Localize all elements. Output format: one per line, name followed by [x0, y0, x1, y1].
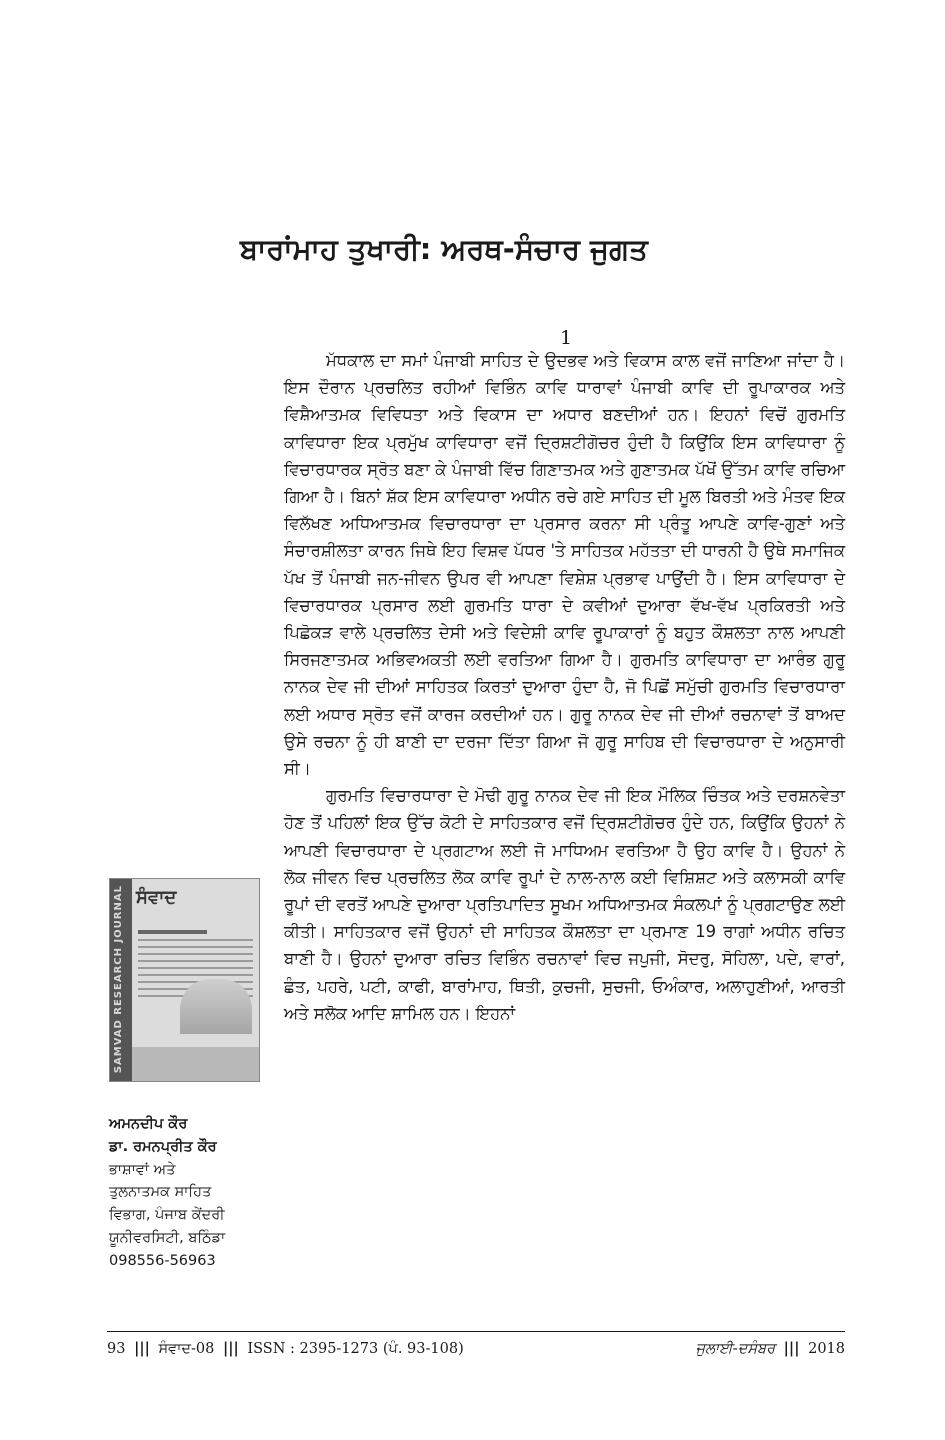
article-body	[284, 347, 845, 1027]
journal-name: ਸੰਵਾਦ-08	[158, 1341, 215, 1357]
cover-spine	[110, 879, 132, 1081]
cover-building-illustration	[180, 979, 252, 1034]
footer-separator: |||	[134, 1340, 150, 1357]
footer-separator: |||	[222, 1340, 239, 1357]
author-block	[109, 1113, 284, 1273]
author-affiliation-line: ਤੁਲਨਾਤਮਕ ਸਾਹਿਤ	[109, 1184, 212, 1201]
paragraph: ਗੁਰਮਤਿ ਵਿਚਾਰਧਾਰਾ ਦੇ ਮੋਢੀ ਗੁਰੂ ਨਾਨਕ ਦੇਵ ਜੀ ਇਕ ਮੌਲਿਕ ਚਿੰਤਕ ਅਤੇ ਦਰਸ਼ਨਵੇਤਾ ਹੋਣ ਤੋਂ ਪਹਿਲਾਂ ਇਕ ਉੱਚ ਕੋਟੀ ਦੇ ਸਾਹਿਤਕਾਰ ਵਜੋਂ ਦ੍ਰਿਸ਼ਟੀਗੋਚਰ ਹੁੰਦੇ ਹਨ, ਕਿਉਂਕਿ ਉਹਨਾਂ ਨੇ ਆਪਣੀ ਵਿਚਾਰਧਾਰਾ ਦੇ ਪ੍ਰਗਟਾਅ ਲਈ ਜੋ ਮਾਧਿਅਮ ਵਰਤਿਆ ਹੈ ਉਹ ਕਾਵਿ ਹੈ। ਉਹਨਾਂ ਨੇ ਲੋਕ ਜੀਵਨ ਵਿਚ ਪ੍ਰਚਲਿਤ ਲੋਕ ਕਾਵਿ ਰੂਪਾਂ ਦੇ ਨਾਲ-ਨਾਲ ਕਈ ਵਿਸ਼ਿਸ਼ਟ ਅਤੇ ਕਲਾਸਕੀ ਕਾਵਿ ਰੂਪਾਂ ਦੀ ਵਰਤੋਂ ਆਪਣੇ ਦੁਆਰਾ ਪ੍ਰਤਿਪਾਦਿਤ ਸੂਖਮ ਅਧਿਆਤਮਕ ਸੰਕਲਪਾਂ ਨੂੰ ਪ੍ਰਗਟਾਉਣ ਲਈ ਕੀਤੀ। ਸਾਹਿਤਕਾਰ ਵਜੋਂ ਉਹਨਾਂ ਦੀ ਸਾਹਿਤਕ ਕੌਸ਼ਲਤਾ ਦਾ ਪ੍ਰਮਾਣ 19 ਰਾਗਾਂ ਅਧੀਨ ਰਚਿਤ ਬਾਣੀ ਹੈ। ਉਹਨਾਂ ਦੁਆਰਾ ਰਚਿਤ ਵਿਭਿੰਨ ਰਚਨਾਵਾਂ ਵਿਚ ਜਪੁਜੀ, ਸੋਦਰੁ, ਸੋਹਿਲਾ, ਪਦੇ, ਵਾਰਾਂ, ਛੰਤ, ਪਹਰੇ, ਪਟੀ, ਕਾਫੀ, ਬਾਰਾਂਮਾਹ, ਥਿਤੀ, ਕੁਚਜੀ, ਸੁਚਜੀ, ਓਅੰਕਾਰ, ਅਲਾਹੁਣੀਆਂ, ਆਰਤੀ ਅਤੇ ਸਲੋਕ ਆਦਿ ਸ਼ਾਮਿਲ ਹਨ। ਇਹਨਾਂ	[284, 786, 845, 1023]
section-number: 1	[560, 327, 573, 349]
author-affiliation-line: ਵਿਭਾਗ, ਪੰਜਾਬ ਕੇਂਦਰੀ	[109, 1207, 225, 1224]
paragraph: ਮੱਧਕਾਲ ਦਾ ਸਮਾਂ ਪੰਜਾਬੀ ਸਾਹਿਤ ਦੇ ਉਦਭਵ ਅਤੇ ਵਿਕਾਸ ਕਾਲ ਵਜੋਂ ਜਾਣਿਆ ਜਾਂਦਾ ਹੈ। ਇਸ ਦੌਰਾਨ ਪ੍ਰਚਲਿਤ ਰਹੀਆਂ ਵਿਭਿੰਨ ਕਾਵਿ ਧਾਰਾਵਾਂ ਪੰਜਾਬੀ ਕਾਵਿ ਦੀ ਰੂਪਾਕਾਰਕ ਅਤੇ ਵਿਸ਼ੈਆਤਮਕ ਵਿਵਿਧਤਾ ਅਤੇ ਵਿਕਾਸ ਦਾ ਅਧਾਰ ਬਣਦੀਆਂ ਹਨ। ਇਹਨਾਂ ਵਿਚੋਂ ਗੁਰਮਤਿ ਕਾਵਿਧਾਰਾ ਇਕ ਪ੍ਰਮੁੱਖ ਕਾਵਿਧਾਰਾ ਵਜੋਂ ਦ੍ਰਿਸ਼ਟੀਗੋਚਰ ਹੁੰਦੀ ਹੈ ਕਿਉਂਕਿ ਇਸ ਕਾਵਿਧਾਰਾ ਨੂੰ ਵਿਚਾਰਧਾਰਕ ਸ੍ਰੋਤ ਬਣਾ ਕੇ ਪੰਜਾਬੀ ਵਿੱਚ ਗਿਣਾਤਮਕ ਅਤੇ ਗੁਣਾਤਮਕ ਪੱਖੋਂ ਉੱਤਮ ਕਾਵਿ ਰਚਿਆ ਗਿਆ ਹੈ। ਬਿਨਾਂ ਸ਼ੱਕ ਇਸ ਕਾਵਿਧਾਰਾ ਅਧੀਨ ਰਚੇ ਗਏ ਸਾਹਿਤ ਦੀ ਮੂਲ ਬਿਰਤੀ ਅਤੇ ਮੰਤਵ ਇਕ ਵਿਲੱਖਣ ਅਧਿਆਤਮਕ ਵਿਚਾਰਧਾਰਾ ਦਾ ਪ੍ਰਸਾਰ ਕਰਨਾ ਸੀ ਪ੍ਰੰਤੂ ਆਪਣੇ ਕਾਵਿ-ਗੁਣਾਂ ਅਤੇ ਸੰਚਾਰਸ਼ੀਲਤਾ ਕਾਰਨ ਜਿਥੇ ਇਹ ਵਿਸ਼ਵ ਪੱਧਰ 'ਤੇ ਸਾਹਿਤਕ ਮਹੱਤਤਾ ਦੀ ਧਾਰਨੀ ਹੈ ਉਥੇ ਸਮਾਜਿਕ ਪੱਖ ਤੋਂ ਪੰਜਾਬੀ ਜਨ-ਜੀਵਨ ਉਪਰ ਵੀ ਆਪਣਾ ਵਿਸ਼ੇਸ਼ ਪ੍ਰਭਾਵ ਪਾਉਂਦੀ ਹੈ। ਇਸ ਕਾਵਿਧਾਰਾ ਦੇ ਵਿਚਾਰਧਾਰਕ ਪ੍ਰਸਾਰ ਲਈ ਗੁਰਮਤਿ ਧਾਰਾ ਦੇ ਕਵੀਆਂ ਦੁਆਰਾ ਵੱਖ-ਵੱਖ ਪ੍ਰਕਿਰਤੀ ਅਤੇ ਪਿਛੋਕੜ ਵਾਲੇ ਪ੍ਰਚਲਿਤ ਦੇਸੀ ਅਤੇ ਵਿਦੇਸ਼ੀ ਕਾਵਿ ਰੂਪਾਕਾਰਾਂ ਨੂੰ ਬਹੁਤ ਕੌਸ਼ਲਤਾ ਨਾਲ ਆਪਣੀ ਸਿਰਜਣਾਤਮਕ ਅਭਿਵਅਕਤੀ ਲਈ ਵਰਤਿਆ ਗਿਆ ਹੈ। ਗੁਰਮਤਿ ਕਾਵਿਧਾਰਾ ਦਾ ਆਰੰਭ ਗੁਰੂ ਨਾਨਕ ਦੇਵ ਜੀ ਦੀਆਂ ਸਾਹਿਤਕ ਕਿਰਤਾਂ ਦੁਆਰਾ ਹੁੰਦਾ ਹੈ, ਜੋ ਪਿਛੋਂ ਸਮੁੱਚੀ ਗੁਰਮਤਿ ਵਿਚਾਰਧਾਰਾ ਲਈ ਅਧਾਰ ਸ੍ਰੋਤ ਵਜੋਂ ਕਾਰਜ ਕਰਦੀਆਂ ਹਨ। ਗੁਰੂ ਨਾਨਕ ਦੇਵ ਜੀ ਦੀਆਂ ਰਚਨਾਵਾਂ ਤੋਂ ਬਾਅਦ ਉਸੇ ਰਚਨਾ ਨੂੰ ਹੀ ਬਾਣੀ ਦਾ ਦਰਜਾ ਦਿੱਤਾ ਗਿਆ ਜੋ ਗੁਰੂ ਸਾਹਿਬ ਦੀ ਵਿਚਾਰਧਾਰਾ ਦੇ ਅਨੁਸਾਰੀ ਸੀ।	[284, 351, 846, 779]
journal-cover-image	[109, 878, 260, 1082]
author-phone: 098556-56963	[109, 1252, 216, 1269]
footer-separator: |||	[783, 1340, 800, 1357]
issue-year: 2018	[808, 1341, 845, 1357]
issue-period: ਜੁਲਾਈ-ਦਸੰਬਰ	[695, 1341, 776, 1357]
issn: ISSN : 2395-1273 (ਪੰ. 93-108)	[247, 1341, 464, 1357]
footer-left	[107, 1340, 464, 1357]
article-title: ਬਾਰਾਂਮਾਹ ਤੁਖਾਰੀ: ਅਰਥ-ਸੰਚਾਰ ਜੁਗਤ	[240, 232, 648, 266]
cover-spine-text: SAMVAD RESEARCH JOURNAL	[113, 884, 124, 1073]
author-name: ਅਮਨਦੀਪ ਕੌਰ	[109, 1116, 188, 1132]
footer-right	[696, 1340, 845, 1357]
author-affiliation-line: ਭਾਸ਼ਾਵਾਂ ਅਤੇ	[109, 1161, 176, 1178]
cover-footer-band	[132, 1047, 260, 1081]
page-number: 93	[107, 1341, 126, 1357]
page-footer	[107, 1331, 845, 1357]
author-name: ਡਾ. ਰਮਨਪ੍ਰੀਤ ਕੌਰ	[109, 1138, 217, 1155]
author-affiliation-line: ਯੂਨੀਵਰਸਿਟੀ, ਬਠਿੰਡਾ	[109, 1229, 226, 1246]
cover-masthead: ਸੰਵਾਦ	[136, 887, 177, 908]
